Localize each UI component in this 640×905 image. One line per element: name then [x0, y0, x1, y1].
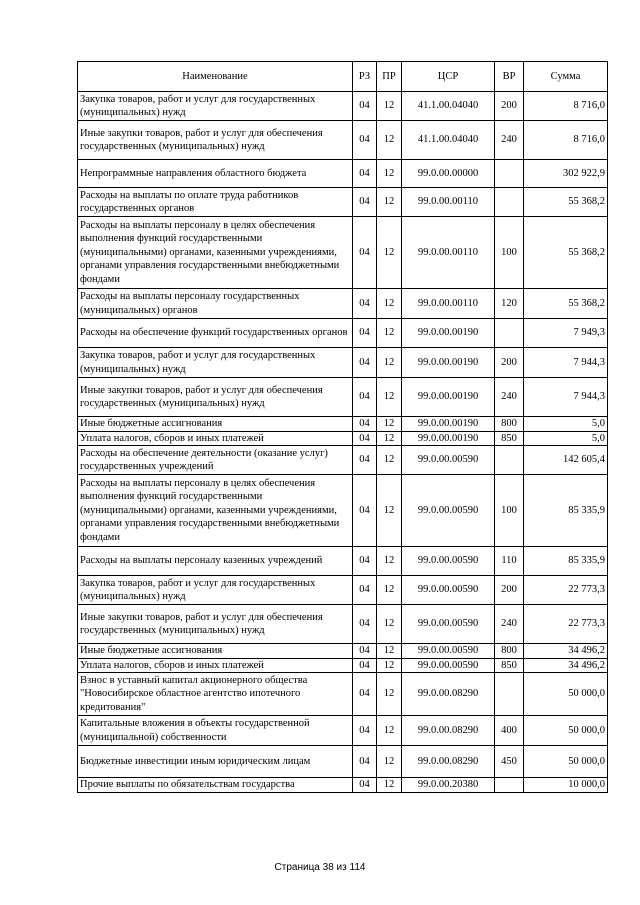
cell-pr: 12 [377, 431, 402, 446]
cell-pr: 12 [377, 605, 402, 644]
cell-rz: 04 [353, 475, 377, 547]
header-rz: РЗ [353, 62, 377, 92]
cell-name: Иные закупки товаров, работ и услуг для обеспечения государственных (муниципальных) нужд [78, 605, 353, 644]
table-row [78, 217, 608, 289]
table-row [78, 121, 608, 160]
cell-vr: 850 [495, 658, 524, 673]
cell-csr: 99.0.00.00590 [402, 446, 495, 475]
cell-vr: 100 [495, 217, 524, 289]
cell-csr: 99.0.00.00110 [402, 217, 495, 289]
cell-sum: 50 000,0 [524, 673, 608, 716]
cell-sum: 7 944,3 [524, 348, 608, 378]
cell-rz: 04 [353, 160, 377, 188]
cell-csr: 99.0.00.00110 [402, 289, 495, 319]
cell-pr: 12 [377, 188, 402, 217]
cell-csr: 99.0.00.00190 [402, 431, 495, 446]
cell-name: Расходы на выплаты персоналу казенных учреждений [78, 547, 353, 576]
cell-vr: 240 [495, 605, 524, 644]
cell-csr: 41.1.00.04040 [402, 92, 495, 121]
cell-csr: 99.0.00.20380 [402, 778, 495, 793]
header-csr: ЦСР [402, 62, 495, 92]
cell-csr: 99.0.00.00590 [402, 658, 495, 673]
cell-vr: 120 [495, 289, 524, 319]
cell-pr: 12 [377, 778, 402, 793]
cell-name: Расходы на выплаты персоналу в целях обеспечения выполнения функций государственными (муниципальными) органами, казенными учреждениями, органами управления государственными внебюджетными фондами [78, 475, 353, 547]
cell-vr: 200 [495, 348, 524, 378]
cell-name: Бюджетные инвестиции иным юридическим лицам [78, 746, 353, 778]
cell-name: Закупка товаров, работ и услуг для государственных (муниципальных) нужд [78, 348, 353, 378]
cell-rz: 04 [353, 746, 377, 778]
header-sum: Сумма [524, 62, 608, 92]
cell-csr: 99.0.00.00590 [402, 576, 495, 605]
table-row [78, 716, 608, 746]
table-row [78, 605, 608, 644]
cell-vr [495, 160, 524, 188]
cell-pr: 12 [377, 446, 402, 475]
cell-name: Расходы на обеспечение функций государственных органов [78, 319, 353, 348]
cell-name: Иные закупки товаров, работ и услуг для обеспечения государственных (муниципальных) нужд [78, 378, 353, 417]
cell-vr: 200 [495, 92, 524, 121]
cell-csr: 99.0.00.00590 [402, 547, 495, 576]
cell-sum: 22 773,3 [524, 605, 608, 644]
cell-pr: 12 [377, 547, 402, 576]
cell-sum: 7 944,3 [524, 378, 608, 417]
table-row [78, 446, 608, 475]
cell-name: Расходы на выплаты персоналу государственных (муниципальных) органов [78, 289, 353, 319]
cell-sum: 8 716,0 [524, 92, 608, 121]
cell-sum: 34 496,2 [524, 658, 608, 673]
budget-table [77, 61, 608, 793]
cell-rz: 04 [353, 605, 377, 644]
cell-csr: 99.0.00.08290 [402, 716, 495, 746]
header-name: Наименование [78, 62, 353, 92]
cell-rz: 04 [353, 716, 377, 746]
cell-csr: 99.0.00.08290 [402, 673, 495, 716]
cell-sum: 50 000,0 [524, 746, 608, 778]
cell-sum: 142 605,4 [524, 446, 608, 475]
cell-rz: 04 [353, 121, 377, 160]
cell-csr: 99.0.00.00000 [402, 160, 495, 188]
cell-pr: 12 [377, 417, 402, 432]
cell-vr [495, 778, 524, 793]
cell-vr: 240 [495, 121, 524, 160]
table-row [78, 673, 608, 716]
cell-sum: 55 368,2 [524, 289, 608, 319]
table-row [78, 576, 608, 605]
cell-name: Расходы на выплаты персоналу в целях обеспечения выполнения функций государственными (муниципальными) органами, казенными учреждениями, органами управления государственными внебюджетными фондами [78, 217, 353, 289]
cell-csr: 99.0.00.00590 [402, 644, 495, 659]
cell-vr [495, 319, 524, 348]
cell-rz: 04 [353, 644, 377, 659]
table-row [78, 289, 608, 319]
cell-sum: 22 773,3 [524, 576, 608, 605]
table-row [78, 644, 608, 659]
cell-rz: 04 [353, 547, 377, 576]
cell-sum: 10 000,0 [524, 778, 608, 793]
cell-vr: 800 [495, 417, 524, 432]
cell-name: Капитальные вложения в объекты государственной (муниципальной) собственности [78, 716, 353, 746]
table-header-row [78, 62, 608, 92]
cell-sum: 85 335,9 [524, 475, 608, 547]
page-number: Страница 38 из 114 [274, 862, 366, 873]
cell-csr: 99.0.00.00590 [402, 605, 495, 644]
table-row [78, 378, 608, 417]
cell-name: Расходы на обеспечение деятельности (оказание услуг) государственных учреждений [78, 446, 353, 475]
table-row [78, 547, 608, 576]
cell-sum: 50 000,0 [524, 716, 608, 746]
cell-pr: 12 [377, 319, 402, 348]
cell-csr: 99.0.00.00190 [402, 378, 495, 417]
cell-csr: 99.0.00.00590 [402, 475, 495, 547]
cell-vr: 850 [495, 431, 524, 446]
cell-pr: 12 [377, 160, 402, 188]
cell-name: Иные закупки товаров, работ и услуг для обеспечения государственных (муниципальных) нужд [78, 121, 353, 160]
table-row [78, 746, 608, 778]
cell-pr: 12 [377, 644, 402, 659]
cell-name: Иные бюджетные ассигнования [78, 644, 353, 659]
cell-name: Расходы на выплаты по оплате труда работников государственных органов [78, 188, 353, 217]
cell-rz: 04 [353, 431, 377, 446]
table-row [78, 417, 608, 432]
cell-rz: 04 [353, 188, 377, 217]
cell-vr: 110 [495, 547, 524, 576]
cell-rz: 04 [353, 217, 377, 289]
table-row [78, 348, 608, 378]
header-vr: ВР [495, 62, 524, 92]
cell-sum: 7 949,3 [524, 319, 608, 348]
cell-vr: 450 [495, 746, 524, 778]
cell-sum: 5,0 [524, 431, 608, 446]
cell-pr: 12 [377, 378, 402, 417]
table-row [78, 658, 608, 673]
cell-rz: 04 [353, 289, 377, 319]
cell-vr [495, 446, 524, 475]
cell-csr: 99.0.00.08290 [402, 746, 495, 778]
cell-sum: 55 368,2 [524, 217, 608, 289]
cell-sum: 302 922,9 [524, 160, 608, 188]
cell-rz: 04 [353, 348, 377, 378]
cell-rz: 04 [353, 673, 377, 716]
cell-pr: 12 [377, 289, 402, 319]
cell-pr: 12 [377, 576, 402, 605]
cell-sum: 8 716,0 [524, 121, 608, 160]
table-row [78, 188, 608, 217]
cell-vr: 800 [495, 644, 524, 659]
cell-vr: 400 [495, 716, 524, 746]
cell-rz: 04 [353, 319, 377, 348]
cell-pr: 12 [377, 121, 402, 160]
cell-csr: 99.0.00.00190 [402, 319, 495, 348]
cell-name: Закупка товаров, работ и услуг для государственных (муниципальных) нужд [78, 576, 353, 605]
cell-pr: 12 [377, 673, 402, 716]
cell-pr: 12 [377, 92, 402, 121]
table-row [78, 475, 608, 547]
cell-name: Иные бюджетные ассигнования [78, 417, 353, 432]
cell-csr: 99.0.00.00110 [402, 188, 495, 217]
cell-rz: 04 [353, 92, 377, 121]
cell-pr: 12 [377, 475, 402, 547]
cell-rz: 04 [353, 658, 377, 673]
cell-rz: 04 [353, 446, 377, 475]
cell-csr: 99.0.00.00190 [402, 417, 495, 432]
table-row [78, 778, 608, 793]
cell-name: Прочие выплаты по обязательствам государства [78, 778, 353, 793]
cell-rz: 04 [353, 378, 377, 417]
table-row [78, 92, 608, 121]
cell-rz: 04 [353, 778, 377, 793]
table-row [78, 160, 608, 188]
cell-rz: 04 [353, 576, 377, 605]
cell-vr [495, 673, 524, 716]
cell-sum: 55 368,2 [524, 188, 608, 217]
cell-pr: 12 [377, 348, 402, 378]
cell-pr: 12 [377, 658, 402, 673]
cell-name: Уплата налогов, сборов и иных платежей [78, 431, 353, 446]
cell-pr: 12 [377, 746, 402, 778]
cell-name: Взнос в уставный капитал акционерного общества "Новосибирское областное агентство ипотечного кредитования" [78, 673, 353, 716]
cell-vr [495, 188, 524, 217]
cell-vr: 100 [495, 475, 524, 547]
cell-vr: 240 [495, 378, 524, 417]
cell-name: Непрограммные направления областного бюджета [78, 160, 353, 188]
cell-sum: 85 335,9 [524, 547, 608, 576]
cell-rz: 04 [353, 417, 377, 432]
table-row [78, 319, 608, 348]
table-body [78, 92, 608, 793]
table-row [78, 431, 608, 446]
cell-name: Уплата налогов, сборов и иных платежей [78, 658, 353, 673]
cell-pr: 12 [377, 716, 402, 746]
cell-sum: 5,0 [524, 417, 608, 432]
cell-csr: 99.0.00.00190 [402, 348, 495, 378]
cell-pr: 12 [377, 217, 402, 289]
cell-csr: 41.1.00.04040 [402, 121, 495, 160]
cell-sum: 34 496,2 [524, 644, 608, 659]
cell-name: Закупка товаров, работ и услуг для государственных (муниципальных) нужд [78, 92, 353, 121]
header-pr: ПР [377, 62, 402, 92]
cell-vr: 200 [495, 576, 524, 605]
